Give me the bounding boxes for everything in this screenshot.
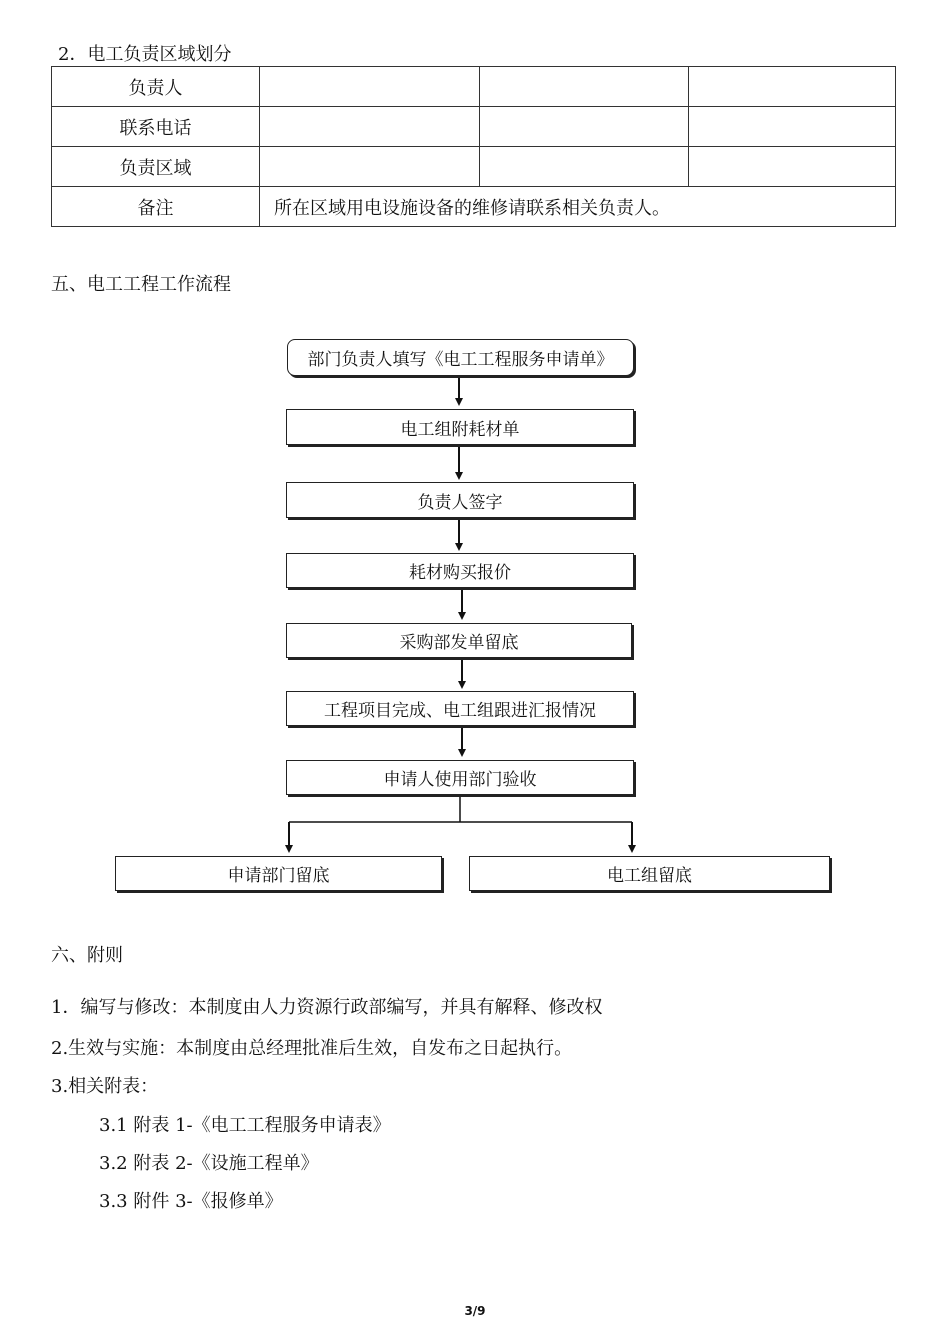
appendix-item-3: 3.相关附表： xyxy=(51,1076,159,1097)
appendix-item-2: 2.生效与实施：本制度由总经理批准后生效，自发布之日起执行。 xyxy=(51,1038,573,1059)
appendix-sub-3: 3.3 附件 3-《报修单》 xyxy=(99,1191,283,1212)
row-label-phone: 联系电话 xyxy=(52,107,260,147)
flow-step-4: 耗材购买报价 xyxy=(286,553,634,588)
flow-step-5: 采购部发单留底 xyxy=(286,623,632,658)
appendix-sub-1: 3.1 附表 1-《电工工程服务申请表》 xyxy=(99,1115,391,1136)
flow-step-1: 部门负责人填写《电工工程服务申请单》 xyxy=(287,339,634,376)
flow-branch-right: 电工组留底 xyxy=(469,856,830,891)
flow-step-7: 申请人使用部门验收 xyxy=(286,760,634,795)
note-cell: 所在区域用电设施设备的维修请联系相关负责人。 xyxy=(260,187,896,227)
row-label-area: 负责区域 xyxy=(52,147,260,187)
flow-step-2: 电工组附耗材单 xyxy=(286,409,634,445)
row-label-note: 备注 xyxy=(52,187,260,227)
section-6-title: 六、附则 xyxy=(51,945,123,966)
section-5-title: 五、电工工程工作流程 xyxy=(51,274,231,295)
flow-step-6: 工程项目完成、电工组跟进汇报情况 xyxy=(286,691,634,726)
appendix-item-1: 1．编写与修改：本制度由人力资源行政部编写，并具有解释、修改权 xyxy=(51,997,603,1018)
flow-step-3: 负责人签字 xyxy=(286,482,634,518)
flow-branch-left: 申请部门留底 xyxy=(115,856,442,891)
section-2-title: 2．电工负责区域划分 xyxy=(58,44,232,65)
row-label-responsible: 负责人 xyxy=(52,67,260,107)
appendix-sub-2: 3.2 附表 2-《设施工程单》 xyxy=(99,1153,319,1174)
page-number: 3/9 xyxy=(464,1304,486,1318)
